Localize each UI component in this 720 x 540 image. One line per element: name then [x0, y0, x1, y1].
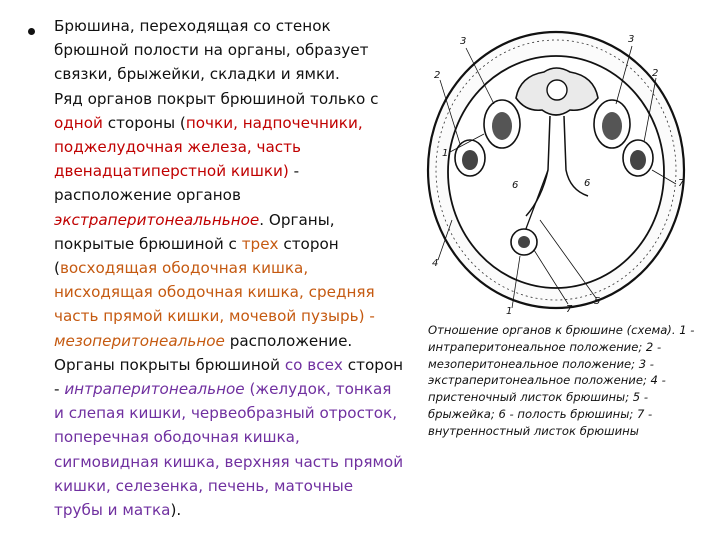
main-text — [54, 14, 406, 522]
right-colon-lumen — [630, 150, 646, 170]
label-6-right: 6 — [584, 178, 591, 189]
extraperitoneal-term: экстраперитонеальньное — [54, 210, 260, 229]
retro-mid: стороны ( — [107, 113, 186, 132]
label-1-bottom: 1 — [506, 306, 513, 316]
label-7-right: 7 — [678, 178, 685, 189]
right-kidney-core — [602, 112, 622, 140]
label-2-right: 2 — [652, 68, 659, 79]
all-sides-word: со всех — [284, 355, 343, 374]
label-3-right: 3 — [628, 34, 635, 45]
bullet-point — [28, 28, 35, 35]
meso-mid: сторон ( — [54, 234, 339, 278]
closing-paren: ). — [170, 501, 182, 520]
label-4: 4 — [432, 258, 439, 269]
intro-sentence: Брюшина, переходящая со стенок брюшной полости на органы, образует связки, брыжейки, складки и ямки. — [54, 17, 369, 84]
retroperitoneal-organs: почки, надпочечники, поджелудочная железа, часть двенадцатиперстной кишки) — [54, 113, 363, 181]
intraperitoneal-organs: (желудок, тонкая и слепая кишки, червеобразный отросток, поперечная ободочная кишка, сигмовидная кишка, верхняя часть прямой кишки, селезенка, печень, маточные трубы и матка — [54, 380, 404, 520]
label-1-left: 1 — [442, 148, 449, 159]
intraperitoneal-term: интраперитонеальное — [64, 380, 245, 399]
vertebral-canal — [547, 80, 567, 100]
label-5: 5 — [594, 296, 601, 307]
label-7-bottom: 7 — [566, 304, 573, 315]
intra-mid: сторон - — [54, 355, 404, 399]
one-side-word: одной — [54, 113, 103, 132]
intraperitoneal-organ-lumen — [518, 236, 530, 248]
meso-intro: . Органы, покрытые брюшиной с — [54, 210, 335, 253]
retro-intro: Ряд органов покрыт брюшиной только с — [54, 89, 379, 108]
left-kidney-core — [492, 112, 512, 140]
left-colon-lumen — [462, 150, 478, 170]
label-3-left: 3 — [460, 36, 467, 47]
mesoperitoneal-term: мезоперитонеальное — [54, 331, 225, 350]
peritoneum-diagram — [420, 20, 702, 316]
label-2-left: 2 — [434, 70, 441, 81]
intra-intro: расположение. Органы покрыты брюшиной — [54, 331, 353, 374]
figure-caption: Отношение органов к брюшине (схема). 1 - интраперитонеальное положение; 2 - мезоперитонеальное положение; 3 - экстраперитонеальное положение; 4 - пристеночный листок брюшины; 5 - брыжейка; 6 - полость брюшины; 7 - внутренностный листок брюшины — [428, 323, 695, 438]
three-sides-word: трех — [241, 234, 279, 253]
retro-dash: - расположение органов — [54, 162, 300, 205]
mesoperitoneal-organs: восходящая ободочная кишка, нисходящая ободочная кишка, средняя часть прямой кишки, мочевой пузырь) - — [54, 259, 375, 326]
label-6-left: 6 — [512, 180, 519, 191]
